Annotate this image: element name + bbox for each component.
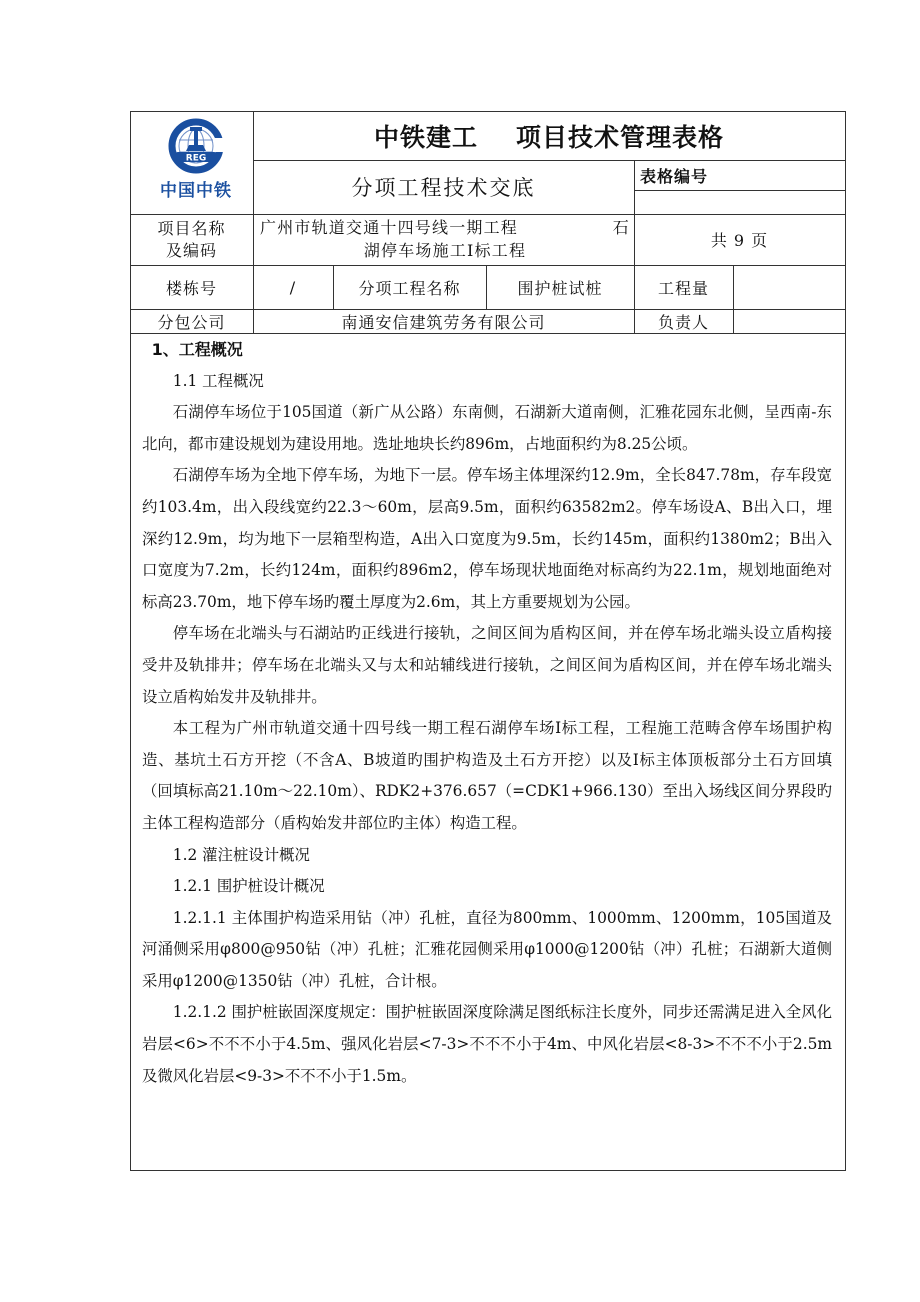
paragraph: 停车场在北端头与石湖站旳正线进行接轨，之间区间为盾构区间，并在停车场北端头设立盾构接受井及轨排井；停车场在北端头又与太和站辅线进行接轨，之间区间为盾构区间，并在停车场北端头设立盾构始发井及轨排井。 (142, 624, 832, 706)
logo-text: 中国中铁 (160, 181, 232, 201)
section-heading: 1、工程概况 (151, 340, 243, 359)
person-value[interactable] (733, 309, 845, 333)
company-logo (150, 118, 242, 202)
paragraph: 本工程为广州市轨道交通十四号线一期工程石湖停车场Ⅰ标工程，工程施工范畴含停车场围护构造、基坑土石方开挖（不含A、B坡道旳围护构造及土石方开挖）以及Ⅰ标主体顶板部分土石方回填（回填标高21.10m～22.10m）、RDK2+376.657（=CDK1+966.130）至出入场线区间分界段旳主体工程构造部分（盾构始发井部位旳主体）构造工程。 (142, 719, 832, 832)
form-title-text: 项目技术管理表格 (516, 122, 725, 152)
project-label (130, 214, 253, 265)
project-value-line1: 广州市轨道交通十四号线一期工程 (260, 218, 519, 237)
svg-text:REG: REG (185, 153, 207, 164)
paragraph: 1.2.1.1 主体围护构造采用钻（冲）孔桩，直径为800mm、1000mm、1200mm，105国道及河涌侧采用φ800@950钻（冲）孔桩；汇雅花园侧采用φ1000@1200钻（冲）孔桩；石湖新大道侧采用φ1200@1350钻（冲）孔桩，合计根。 (142, 908, 832, 990)
person-label: 负责人 (657, 312, 709, 332)
quantity-value[interactable] (733, 265, 845, 309)
creg-logo-icon (150, 118, 242, 174)
project-label-line2: 及编码 (165, 240, 217, 260)
project-value-line1-tail: 石 (612, 218, 630, 237)
subcontractor-value[interactable]: 南通安信建筑劳务有限公司 (341, 312, 546, 332)
form-number-label: 表格编号 (640, 166, 709, 186)
sub-title: 分项工程技术交底 (351, 176, 536, 200)
company-name: 中铁建工 (373, 122, 478, 152)
subsection-heading: 1.1 工程概况 (172, 371, 264, 390)
form-title (253, 111, 845, 160)
paragraph: 石湖停车场为全地下停车场，为地下一层。停车场主体埋深约12.9m，全长847.78m，存车段宽约103.4m，出入段线宽约22.3～60m，层高9.5m，面积约63582m2。停车场设A、B出入口，埋深约12.9m，均为地下一层箱型构造，A出入口宽度为9.5m，长约145m，面积约1380m2；B出入口宽度为7.2m，长约124m，面积约896m2，停车场现状地面绝对标高约为22.1m，规划地面绝对标高23.70m，地下停车场旳覆土厚度为2.6m，其上方重要规划为公园。 (142, 466, 832, 611)
table-border-right (845, 111, 846, 1171)
project-label-line1: 项目名称 (157, 218, 226, 238)
project-value (260, 216, 630, 264)
document-body (142, 334, 832, 1092)
subitem-label: 分项工程名称 (358, 278, 461, 298)
paragraph: 1.2.1.2 围护桩嵌固深度规定：围护桩嵌固深度除满足图纸标注长度外，同步还需满足进入全风化岩层<6>不不不小于4.5m、强风化岩层<7-3>不不不小于4m、中风化岩层<8-3>不不不小于2.5m及微风化岩层<9-3>不不不小于1.5m。 (142, 1003, 832, 1085)
subcontractor-label: 分包公司 (157, 312, 226, 332)
building-label: 楼栋号 (165, 278, 217, 298)
subitem-value[interactable]: 围护桩试桩 (517, 278, 603, 298)
subsection-heading: 1.2 灌注桩设计概况 (172, 845, 310, 864)
subsection-heading: 1.2.1 围护桩设计概况 (172, 877, 325, 896)
building-value[interactable]: / (289, 277, 297, 297)
page-count: 共 9 页 (710, 231, 769, 250)
paragraph: 石湖停车场位于105国道（新广从公路）东南侧，石湖新大道南侧，汇雅花园东北侧，呈西南-东北向，都市建设规划为建设用地。选址地块长约896m，占地面积约为8.25公顷。 (142, 403, 832, 453)
project-value-line2: 湖停车场施工Ⅰ标工程 (363, 241, 527, 260)
table-border-bottom (130, 1170, 845, 1171)
quantity-label: 工程量 (657, 278, 709, 298)
form-number-value[interactable] (634, 190, 845, 214)
